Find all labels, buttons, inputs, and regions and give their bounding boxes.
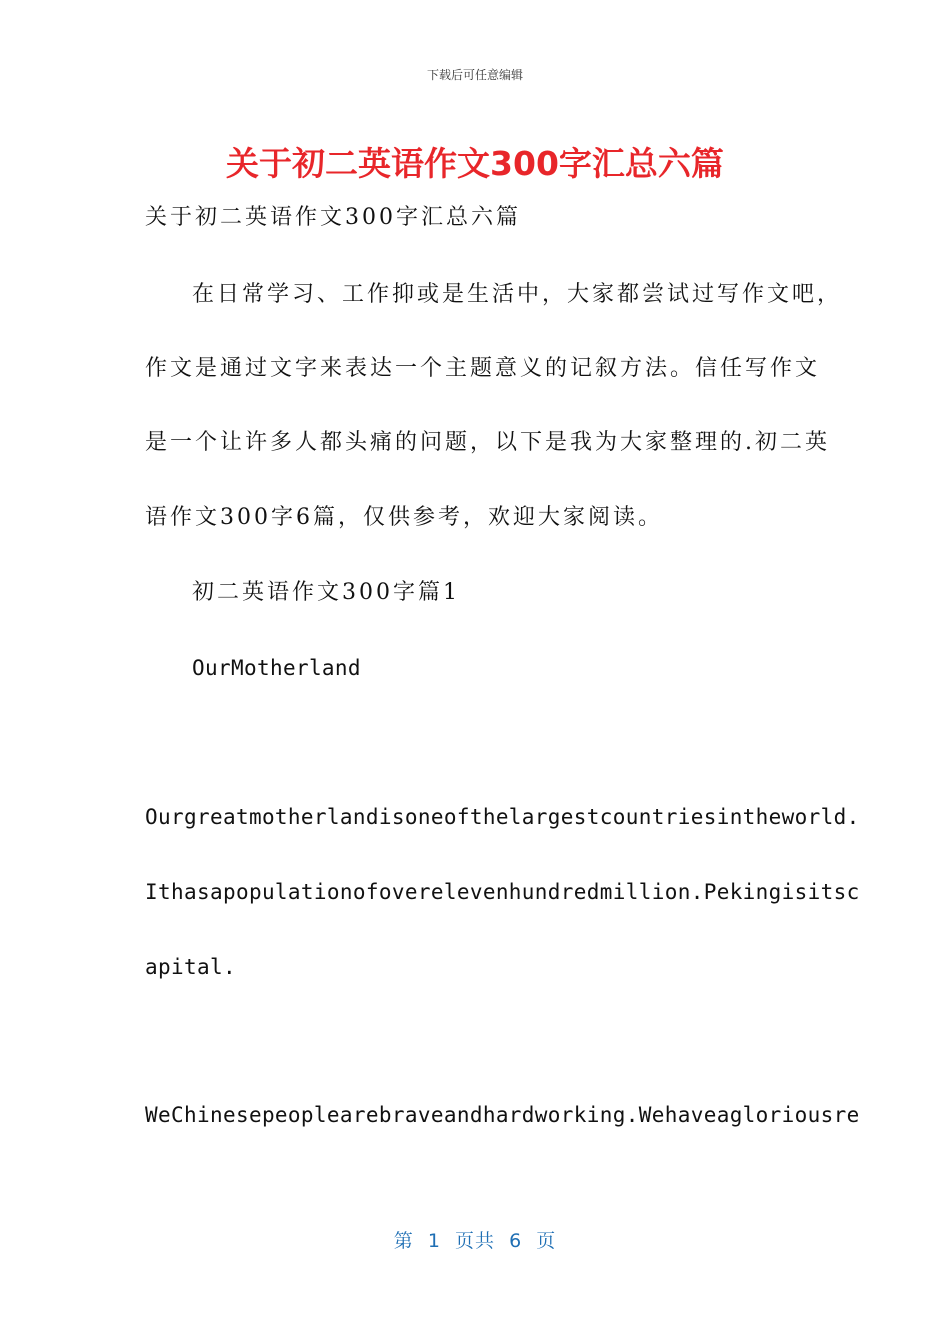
paragraph-line: 在日常学习、工作抑或是生活中，大家都尝试过写作文吧， (192, 282, 843, 307)
subtitle-line: 关于初二英语作文300字汇总六篇 (145, 205, 521, 230)
document-title: 关于初二英语作文300字汇总六篇 (226, 144, 724, 183)
essay-line: WeChinesepeoplearebraveandhardworking.Wehaveagloriousre (145, 1103, 860, 1127)
paragraph-line: 作文是通过文字来表达一个主题意义的记叙方法。信任写作文 (145, 356, 821, 381)
essay-title: OurMotherland (192, 656, 361, 680)
paragraph-line: 是一个让许多人都头痛的问题，以下是我为大家整理的.初二英 (145, 430, 830, 455)
essay-line: apital. (145, 955, 236, 979)
section-heading: 初二英语作文300字篇1 (192, 580, 460, 605)
paragraph-line: 语作文300字6篇，仅供参考，欢迎大家阅读。 (145, 505, 663, 530)
header-note: 下载后可任意编辑 (426, 68, 523, 82)
page-number-footer: 第 1 页共 6 页 (393, 1230, 557, 1252)
essay-line: Ithasapopulationofoverelevenhundredmillion.Pekingisitsc (145, 880, 860, 904)
essay-line: Ourgreatmotherlandisoneofthelargestcountriesintheworld. (145, 805, 860, 829)
